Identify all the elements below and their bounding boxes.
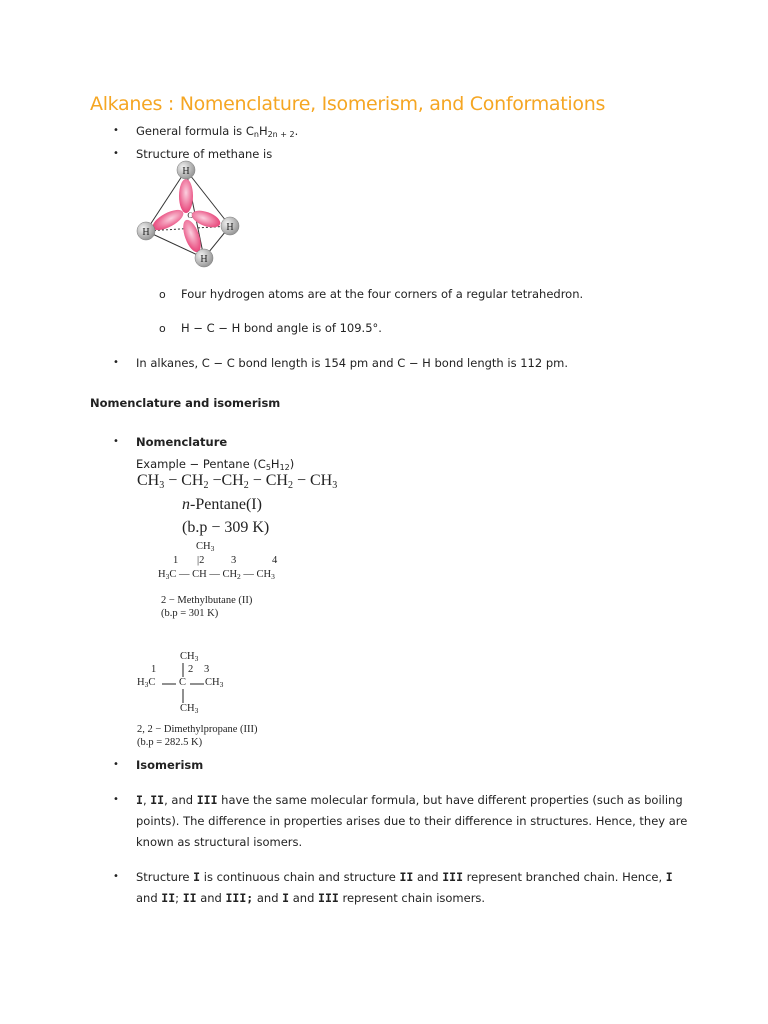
methylbutane-num-3: 3 [231, 555, 237, 566]
methylbutane-chain: H3C — CH — CH2 — CH3 [158, 569, 275, 581]
bullet-marker: • [113, 794, 119, 805]
methylbutane-num-2: |2 [197, 555, 205, 566]
example-sub-5: 5 [265, 463, 271, 472]
dimethylpropane-ch3-bottom: CH3 [180, 703, 199, 715]
atom-h-left: H [142, 227, 150, 238]
atom-c-center: C [187, 211, 193, 220]
atom-h-bottom: H [200, 254, 208, 265]
pentane-bp: (b.p − 309 K) [182, 519, 270, 536]
methylbutane-name: 2 − Methylbutane (II) [161, 595, 253, 606]
example-h: H [270, 457, 280, 471]
general-formula-sub-n: n [253, 130, 259, 139]
methylbutane-num-1: 1 [173, 555, 179, 566]
general-formula-sub-2n2: 2n + 2 [267, 130, 295, 139]
methane-diagram [128, 158, 248, 270]
sub-bullet-marker: o [159, 288, 166, 301]
dimethylpropane-num-3: 3 [204, 664, 210, 675]
methylbutane-num-4: 4 [272, 555, 278, 566]
dimethylpropane-num-1: 1 [151, 664, 157, 675]
dimethylpropane-bp: (b.p = 282.5 K) [137, 737, 203, 748]
sub-bullet-tetrahedron: Four hydrogen atoms are at the four corners of a regular tetrahedron. [181, 287, 584, 301]
dimethylpropane-num-2: 2 [188, 664, 194, 675]
pentane-formula: CH3 − CH2 −CH2 − CH2 − CH3 [137, 472, 338, 491]
general-formula-h: H [258, 124, 268, 138]
isomerism-paragraph-2: Structure I is continuous chain and structure II and III represent branched chain. Hence, I and II; II and III; and I and III represent chain isomers. [136, 870, 673, 905]
isomerism-paragraph-1: I, II, and III have the same molecular formula, but have different properties (such as boiling points). The difference in properties arises due to their difference in structures. Hence, they are known as structural isomers. [136, 793, 688, 849]
atom-h-top: H [182, 166, 190, 177]
dimethylpropane-ch3-top: CH3 [180, 651, 199, 663]
orbital-lobes [150, 179, 223, 254]
pentane-name [182, 496, 262, 514]
structure-methane-text: Structure of methane is [136, 147, 273, 161]
page-title: Alkanes : Nomenclature, Isomerism, and Conformations [90, 93, 606, 115]
pentane-name-italic: n [182, 496, 190, 513]
orbital-lobe-top [179, 179, 193, 213]
general-formula-suffix: . [294, 124, 299, 138]
nomenclature-label: Nomenclature [136, 435, 228, 449]
bullet-marker: • [113, 759, 119, 770]
bullet-marker: • [113, 357, 119, 368]
pentane-name-rest: -Pentane(I) [190, 496, 262, 513]
dimethylpropane-center: C [179, 677, 187, 688]
dimethylpropane-left: H3C [137, 677, 156, 689]
example-suffix: ) [289, 457, 295, 471]
bullet-marker: • [113, 871, 119, 882]
methylbutane-ch3-top: CH3 [196, 541, 215, 553]
example-sub-12: 12 [279, 463, 290, 472]
pentane-example [136, 457, 294, 472]
dimethylpropane-vertical-bond-top [181, 663, 185, 677]
dimethylpropane-right: CH3 [205, 677, 224, 689]
example-prefix: Example − Pentane (C [136, 457, 266, 471]
orbital-lobe-left [150, 206, 187, 234]
bullet-marker: • [113, 125, 119, 136]
bullet-marker: • [113, 436, 119, 447]
methylbutane-bp: (b.p = 301 K) [161, 608, 219, 619]
atom-h-right: H [226, 222, 234, 233]
bond-length-text: In alkanes, C − C bond length is 154 pm and C − H bond length is 112 pm. [136, 356, 568, 370]
general-formula-text [136, 124, 298, 139]
sub-bullet-bond-angle: H − C − H bond angle is of 109.5°. [181, 321, 382, 335]
isomerism-label: Isomerism [136, 758, 204, 772]
section-heading-nomenclature-isomerism: Nomenclature and isomerism [90, 396, 281, 410]
dimethylpropane-vertical-bond-bottom [181, 689, 185, 703]
general-formula-prefix: General formula is C [136, 124, 254, 138]
dimethylpropane-name: 2, 2 − Dimethylpropane (III) [137, 724, 258, 735]
bullet-marker: • [113, 148, 119, 159]
sub-bullet-marker: o [159, 322, 166, 335]
